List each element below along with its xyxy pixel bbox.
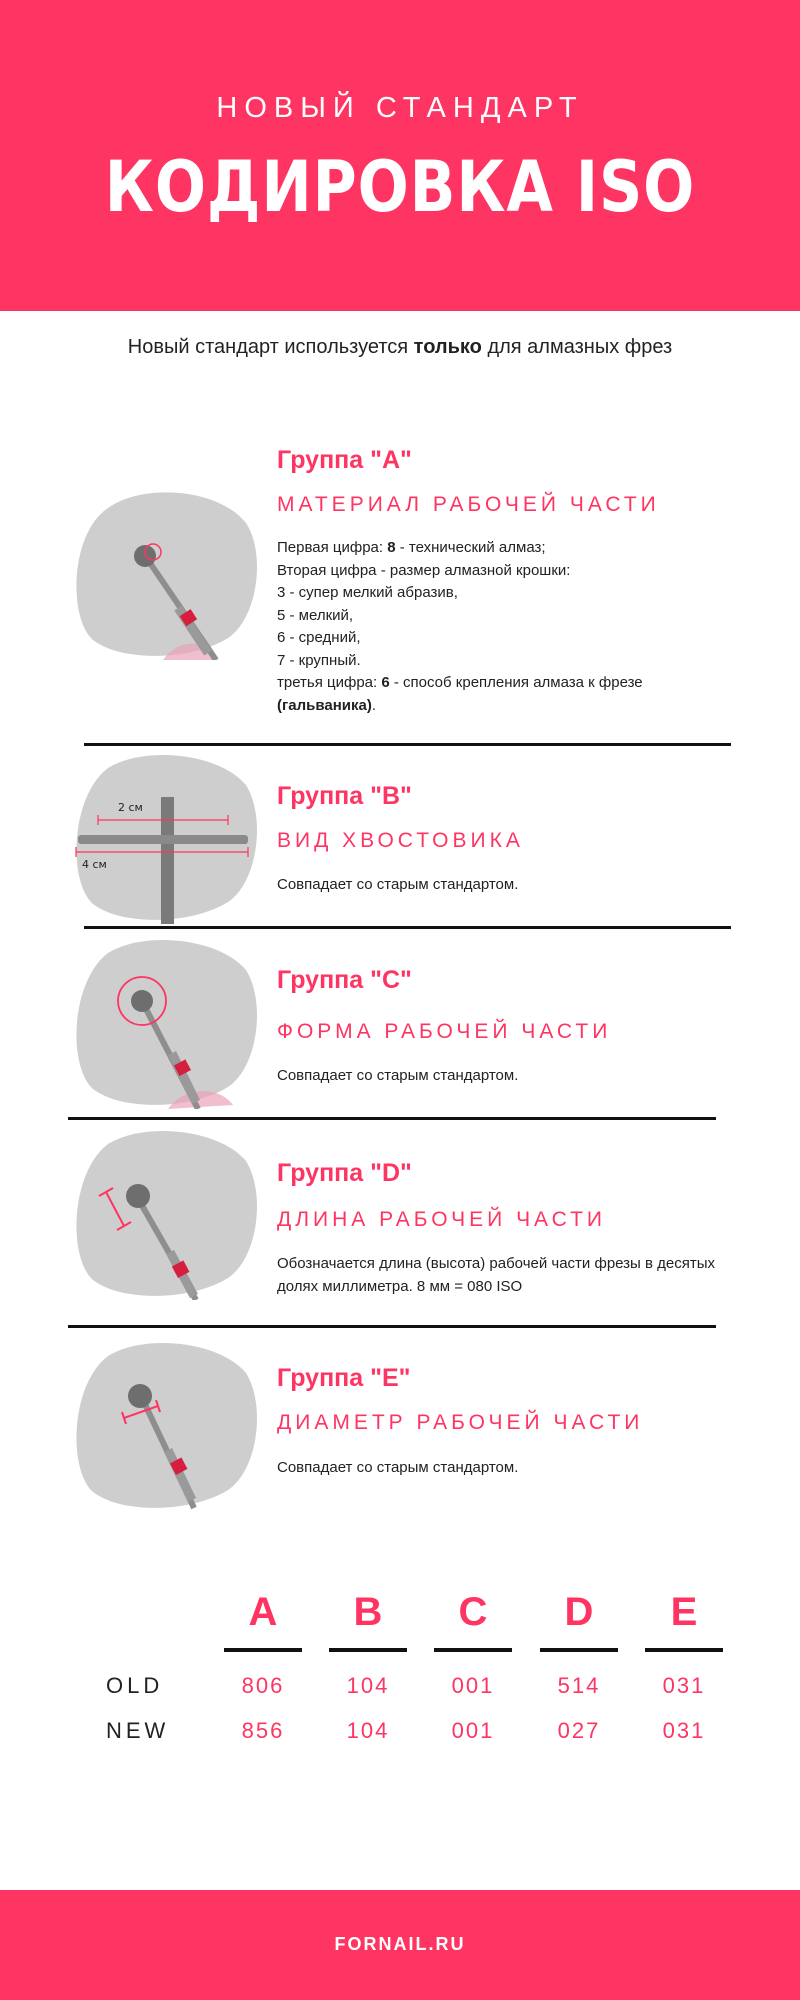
group-d-subtitle: ДЛИНА РАБОЧЕЙ ЧАСТИ bbox=[277, 1208, 606, 1231]
row-label-new: NEW bbox=[106, 1718, 170, 1743]
header-banner bbox=[0, 0, 800, 311]
cell-new-c: 001 bbox=[451, 1718, 495, 1743]
divider-c-d bbox=[68, 1117, 716, 1120]
group-b-description: Совпадает со старым стандартом. bbox=[277, 876, 519, 893]
cell-old-d: 514 bbox=[557, 1673, 601, 1698]
cell-new-a: 856 bbox=[241, 1718, 285, 1743]
group-b-subtitle: ВИД ХВОСТОВИКА bbox=[277, 829, 524, 852]
column-underline-d bbox=[540, 1648, 618, 1652]
cell-old-b: 104 bbox=[346, 1673, 390, 1698]
intro-text bbox=[0, 336, 800, 359]
group-a-line-8 bbox=[277, 695, 717, 718]
group-a-line-7-post: - способ крепления алмаза к фрезе bbox=[389, 674, 643, 691]
burr-photo-c bbox=[68, 937, 258, 1107]
group-c-description: Совпадает со старым стандартом. bbox=[277, 1067, 519, 1084]
group-a-line-1 bbox=[277, 537, 717, 560]
label-4cm: 4 см bbox=[82, 858, 107, 871]
group-a-line-6: 7 - крупный. bbox=[277, 651, 361, 669]
divider-d-e bbox=[68, 1325, 716, 1328]
intro-bold: только bbox=[413, 336, 482, 358]
group-a-line-7-bold: 6 bbox=[381, 674, 390, 691]
group-a-line-5: 6 - средний, bbox=[277, 629, 361, 646]
group-a-subtitle: МАТЕРИАЛ РАБОЧЕЙ ЧАСТИ bbox=[277, 493, 660, 516]
column-header-d: D bbox=[564, 1590, 594, 1634]
group-a-line-7-pre: третья цифра: bbox=[277, 674, 382, 691]
group-e-description: Совпадает со старым стандартом. bbox=[277, 1459, 519, 1476]
footer-banner bbox=[0, 1890, 800, 2000]
cell-new-b: 104 bbox=[346, 1718, 390, 1743]
group-e-subtitle: ДИАМЕТР РАБОЧЕЙ ЧАСТИ bbox=[277, 1411, 644, 1434]
burr-photo-e bbox=[68, 1340, 258, 1510]
group-a-line-2: Вторая цифра - размер алмазной крошки: bbox=[277, 561, 571, 579]
burr-photo-a bbox=[68, 488, 258, 658]
group-c-subtitle: ФОРМА РАБОЧЕЙ ЧАСТИ bbox=[277, 1020, 612, 1043]
cell-old-a: 806 bbox=[241, 1673, 285, 1698]
header-kicker: НОВЫЙ СТАНДАРТ bbox=[216, 92, 584, 124]
column-underline-c bbox=[434, 1648, 512, 1652]
divider-b-c bbox=[84, 926, 731, 929]
cell-new-d: 027 bbox=[557, 1718, 601, 1743]
group-a-line-8-post: . bbox=[371, 696, 376, 714]
divider-a-b bbox=[84, 743, 731, 746]
group-a-line-8-bold: (гальваника) bbox=[277, 696, 372, 714]
column-header-a: A bbox=[248, 1590, 278, 1634]
group-a-line-4: 5 - мелкий, bbox=[277, 606, 354, 624]
group-a-line-1-bold: 8 bbox=[387, 539, 396, 556]
group-a-line-7 bbox=[277, 672, 717, 695]
group-c-title: Группа "C" bbox=[277, 966, 412, 994]
group-a-line-3: 3 - супер мелкий абразив, bbox=[277, 584, 458, 601]
column-underline-e bbox=[645, 1648, 723, 1652]
column-header-b: B bbox=[353, 1590, 383, 1634]
intro-after: для алмазных фрез bbox=[481, 336, 673, 358]
cell-old-c: 001 bbox=[451, 1673, 495, 1698]
burr-photo-d bbox=[68, 1128, 258, 1298]
group-a-line-1-post: - технический алмаз; bbox=[395, 539, 546, 556]
column-header-c: C bbox=[458, 1590, 488, 1634]
footer-site-name: FORNAIL.RU bbox=[334, 1934, 466, 1954]
cell-new-e: 031 bbox=[662, 1718, 706, 1743]
group-d-description: Обозначается длина (высота) рабочей части фрезы в десятых долях миллиметра. 8 мм = 080 ISO bbox=[277, 1255, 716, 1295]
burr-photo-b bbox=[68, 752, 258, 922]
group-a-description bbox=[277, 537, 717, 717]
column-underline-a bbox=[224, 1648, 302, 1652]
label-2cm: 2 см bbox=[118, 801, 143, 814]
group-e-title: Группа "E" bbox=[277, 1364, 411, 1392]
iso-code-table bbox=[0, 1590, 800, 1770]
group-a-line-1-pre: Первая цифра: bbox=[277, 539, 388, 556]
column-header-e: E bbox=[670, 1590, 698, 1634]
cell-old-e: 031 bbox=[662, 1673, 706, 1698]
group-d-title: Группа "D" bbox=[277, 1159, 412, 1187]
group-b-title: Группа "B" bbox=[277, 782, 412, 810]
group-a-title: Группа "A" bbox=[277, 446, 412, 474]
intro-before: Новый стандарт используется bbox=[127, 336, 414, 358]
column-underline-b bbox=[329, 1648, 407, 1652]
page-title: КОДИРОВКА ISO bbox=[104, 146, 696, 228]
row-label-old: OLD bbox=[106, 1673, 164, 1698]
